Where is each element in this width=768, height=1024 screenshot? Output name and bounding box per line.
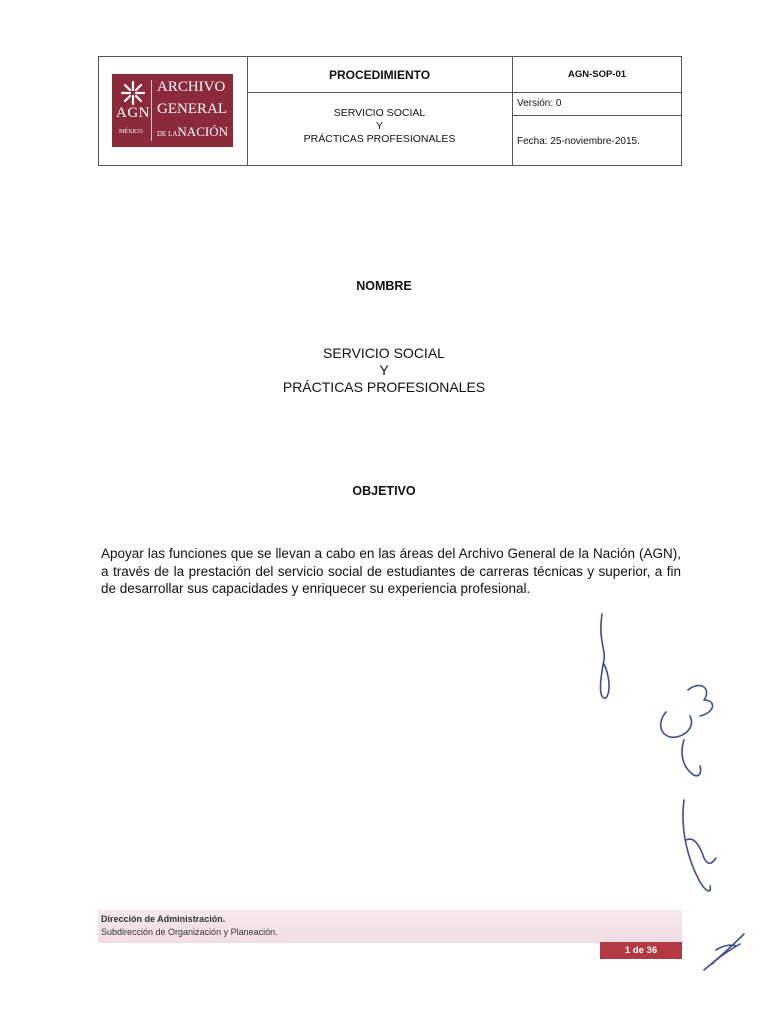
nombre-heading: NOMBRE — [356, 279, 412, 293]
page-number: 1 de 36 — [600, 942, 682, 959]
footer-subdireccion: Subdirección de Organización y Planeación. — [101, 927, 278, 937]
doc-type: PROCEDIMIENTO — [247, 57, 512, 93]
logo-mexico-text: MÉXICO — [119, 129, 143, 135]
procedure-title-line-1: SERVICIO SOCIAL — [323, 345, 445, 361]
doc-title-line-2: Y — [375, 120, 383, 132]
signature-1 — [601, 614, 610, 698]
doc-code: AGN-SOP-01 — [513, 57, 681, 93]
objetivo-paragraph: Apoyar las funciones que se llevan a cabo en las áreas del Archivo General de la Nación (AGN), a través de la prestación del servicio social de estudiantes de carreras técnicas y superior, a fin de desarrollar sus capacidades y enriquecer su experiencia profesional. — [101, 546, 681, 596]
page-footer — [98, 910, 682, 943]
logo-line-general: GENERAL — [157, 101, 227, 117]
logo-de-la: DE LA — [157, 130, 178, 138]
logo-nacion: NACIÓN — [177, 124, 228, 139]
doc-date: Fecha: 25-noviembre-2015. — [517, 136, 640, 147]
logo-agn-text: AGN — [116, 105, 150, 121]
signature-3 — [683, 800, 716, 891]
doc-title-line-3: PRÁCTICAS PROFESIONALES — [303, 133, 456, 145]
procedure-title-line-3: PRÁCTICAS PROFESIONALES — [282, 379, 486, 395]
procedure-title-line-2: Y — [379, 362, 389, 378]
footer-direccion: Dirección de Administración. — [101, 914, 226, 924]
doc-version: Versión: 0 — [513, 93, 681, 116]
doc-title-line-1: SERVICIO SOCIAL — [333, 107, 426, 119]
objetivo-heading: OBJETIVO — [352, 484, 416, 498]
signature-4 — [704, 934, 744, 970]
logo-line-archivo: ARCHIVO — [157, 79, 226, 95]
signature-2 — [661, 685, 713, 775]
